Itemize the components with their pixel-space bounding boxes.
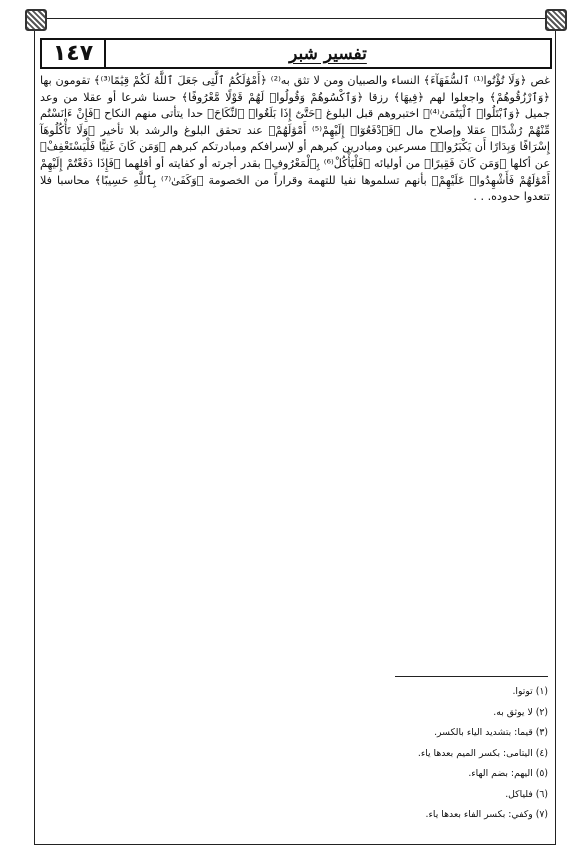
- body-line: ﴿وَٱرْزُقُوهُمْ﴾ واجعلوا لهم ﴿فِيهَا﴾ رزقا ﴿وَٱكْسُوهُمْ وَقُولُوا۟ لَهُمْ قَوْلًا مَّعْرُوفًا﴾ حسنا شرعا أو عقلا من وعد جميل ﴿وَٱبْتَلُوا۟: [40, 90, 550, 121]
- page-title: تفسير شبر: [289, 43, 367, 64]
- corner-ornament-left-icon: [25, 9, 47, 31]
- header-title-container: [106, 40, 550, 67]
- footnote-item: (٧) وكفي: بكسر الفاء بعدها ياء.: [425, 809, 548, 820]
- corner-ornament-right-icon: [545, 9, 567, 31]
- footnote-item: (٥) اليهم: بضم الهاء.: [468, 768, 548, 779]
- footnote-separator: [395, 676, 548, 677]
- body-line: وإصلاح مال ﴿فَٱدْفَعُوٓا۟ إِلَيْهِمْ⁽⁵⁾ أَمْوَٰلَهُمْ﴾ عند تحقق البلوغ والرشد بلا تأخير ﴿وَلَا تَأْكُلُوهَآ إِسْرَافًا وَبِدَارًا أَن يَكْبَرُوا۟﴾: [40, 123, 551, 154]
- body-line: غص ﴿وَلَا تُؤْتُوا⁽¹⁾ ٱلسُّفَهَآءَ﴾ النساء والصبيان ومن لا تثق به⁽²⁾ ﴿أَمْوَٰلَكُمُ ٱلَّتِى جَعَلَ ٱللَّهُ لَكُمْ قِيَٰمًا⁽³⁾﴾ تقومون بها: [40, 74, 551, 87]
- footnote-item: (٢) لا يوثق به.: [493, 706, 548, 718]
- page-header: [40, 38, 552, 69]
- footnote-item: (٣) قيما: بتشديد الياء بالكسر.: [434, 727, 548, 738]
- body-line: من أوليائه ﴿فَلْيَأْكُلْ⁽⁶⁾ بِٱلْمَعْرُوفِ﴾ بقدر أجرته أو كفايته أو أقلهما ﴿فَإِذَا دَفَعْتُمْ إِلَيْهِمْ أَمْوَٰلَهُمْ فَأَشْهِدُوا۟ عَلَيْهِمْ﴾ بأنهم: [40, 156, 551, 187]
- body-text: [40, 73, 550, 206]
- footnotes-list: [300, 682, 548, 826]
- footnote-item: (٤) اليتامى: بكسر الميم بعدها ياء.: [417, 747, 548, 759]
- body-line: تسلموها نفيا للتهمة وقراراً من الخصومة ﴿وَكَفَىٰ⁽⁷⁾ بِٱللَّهِ حَسِيبًا﴾ محاسبا فلا تتعدوا حدوده. . .: [40, 173, 550, 204]
- page-number: ١٤٧: [42, 40, 106, 67]
- body-line: ٱلْيَتَٰمَىٰ⁽⁴⁾﴾ اختبروهم قبل البلوغ ﴿حَتَّىٰٓ إِذَا بَلَغُوا۟ ٱلنِّكَاحَ﴾ حدا يتأتى منهم النكاح ﴿فَإِنْ ءَانَسْتُم مِّنْهُمْ رُشْدًا﴾ عقلا: [40, 107, 550, 137]
- body-line: مسرعين ومبادرين كبرهم أو لإسرافكم ومبادرتكم كبرهم ﴿وَمَن كَانَ غَنِيًّا فَلْيَسْتَعْفِفْ﴾ عن أكلها ﴿وَمَن كَانَ فَقِيرًا﴾: [40, 140, 550, 170]
- footnote-item: (٦) فلياكل.: [505, 788, 548, 800]
- footnote-item: (١) توتوا.: [512, 686, 548, 697]
